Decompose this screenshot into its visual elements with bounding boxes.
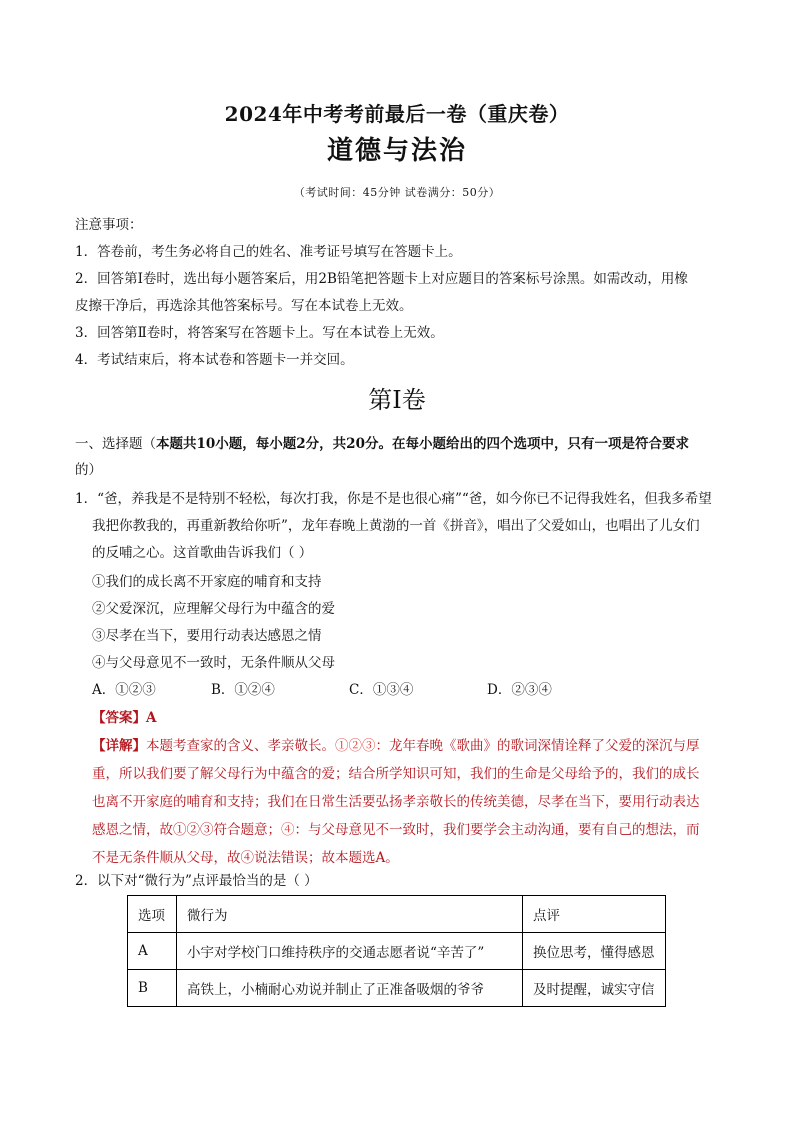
explain-text: ：与父母意见不一致时，我们要学会主动沟通，要有自己的想法，而 xyxy=(294,822,700,838)
table-row xyxy=(128,933,666,970)
q1-option-c: C．①③④ xyxy=(349,682,414,698)
table-cell: 及时提醒，诚实守信 xyxy=(523,970,666,1007)
q1-statement: ①我们的成长离不开家庭的哺育和支持 xyxy=(92,574,322,590)
q1-explanation-line xyxy=(92,818,700,838)
q1-statement: ③尽孝在当下，要用行动表达感恩之情 xyxy=(92,628,322,644)
table-cell: A xyxy=(128,933,177,970)
exam-info: （考试时间：45分钟 试卷满分：50分） xyxy=(293,186,501,199)
q1-explanation-line xyxy=(92,734,700,754)
volume-title: 第Ⅰ卷 xyxy=(368,386,426,414)
explain-text: 本题考查家的含义、孝亲敬长。 xyxy=(146,738,335,754)
table-cell: B xyxy=(128,970,177,1007)
note-item: 1．答卷前，考生务必将自己的姓名、准考证号填写在答题卡上。 xyxy=(75,244,462,260)
note-item: 皮擦干净后，再选涂其他答案标号。写在本试卷上无效。 xyxy=(75,298,413,314)
table-row xyxy=(128,970,666,1007)
note-item: 2．回答第Ⅰ卷时，选出每小题答案后，用2B铅笔把答题卡上对应题目的答案标号涂黑。如需改动，用橡 xyxy=(75,271,688,287)
section-prefix: 一、选择题（ xyxy=(75,436,156,452)
q2-table xyxy=(127,895,666,1007)
q1-explanation-line: 也离不开家庭的哺育和支持；我们在日常生活要弘扬孝亲敬长的传统美德，尽孝在当下，要用行动表达 xyxy=(92,794,700,810)
explain-label: 【详解】 xyxy=(92,738,146,754)
section-heading xyxy=(75,432,689,452)
note-item: 3．回答第Ⅱ卷时，将答案写在答题卡上。写在本试卷上无效。 xyxy=(75,325,444,341)
table-header-row xyxy=(128,896,666,933)
subject-title: 道德与法治 xyxy=(326,136,467,166)
section-heading-cont: 的） xyxy=(75,462,102,478)
exam-title: 2024年中考考前最后一卷（重庆卷） xyxy=(224,102,570,126)
q1-answer xyxy=(92,706,156,726)
explain-highlight: ①②③ xyxy=(335,738,376,754)
answer-value: A xyxy=(146,710,157,726)
q1-explanation-line: 不是无条件顺从父母，故④说法错误；故本题选A。 xyxy=(92,850,399,866)
table-cell: 小宇对学校门口维持秩序的交通志愿者说“辛苦了” xyxy=(177,933,523,970)
table-header: 点评 xyxy=(523,896,666,933)
section-instructions: 本题共10小题，每小题2分，共20分。在每小题给出的四个选项中，只有一项是符合要求 xyxy=(156,436,689,452)
table-header: 选项 xyxy=(128,896,177,933)
notes-heading: 注意事项： xyxy=(75,217,143,233)
q1-statement: ④与父母意见不一致时，无条件顺从父母 xyxy=(92,655,335,671)
q1-explanation-line: 重，所以我们要了解父母行为中蕴含的爱；结合所学知识可知，我们的生命是父母给予的，我们的成长 xyxy=(92,766,700,782)
note-item: 4．考试结束后，将本试卷和答题卡一并交回。 xyxy=(75,352,354,368)
explain-text: ：龙年春晚《歌曲》的歌词深情诠释了父爱的深沉与厚 xyxy=(375,738,700,754)
q1-statement: ②父爱深沉，应理解父母行为中蕴含的爱 xyxy=(92,601,335,617)
q1-option-b: B．①②④ xyxy=(211,682,275,698)
q1-stem-line: 的反哺之心。这首歌曲告诉我们（ ） xyxy=(92,545,313,561)
table-header: 微行为 xyxy=(177,896,523,933)
table-cell: 高铁上，小楠耐心劝说并制止了正准备吸烟的爷爷 xyxy=(177,970,523,1007)
table-cell: 换位思考，懂得感恩 xyxy=(523,933,666,970)
q1-stem-line: 1．“爸，养我是不是特别不轻松，每次打我，你是不是也很心痛”“爸，如今你已不记得我姓名，但我多希望 xyxy=(75,491,712,507)
explain-highlight: ④ xyxy=(281,822,295,838)
answer-label: 【答案】 xyxy=(92,710,146,726)
q1-option-a: A．①②③ xyxy=(92,682,156,698)
q2-stem: 2．以下对“微行为”点评最恰当的是（ ） xyxy=(75,873,318,889)
q1-option-d: D．②③④ xyxy=(487,682,552,698)
q1-stem-line: 我把你教我的，再重新教给你听”，龙年春晚上黄渤的一首《拼音》，唱出了父爱如山，也唱出了儿女们 xyxy=(92,518,700,534)
explain-text: 感恩之情，故①②③符合题意； xyxy=(92,822,281,838)
